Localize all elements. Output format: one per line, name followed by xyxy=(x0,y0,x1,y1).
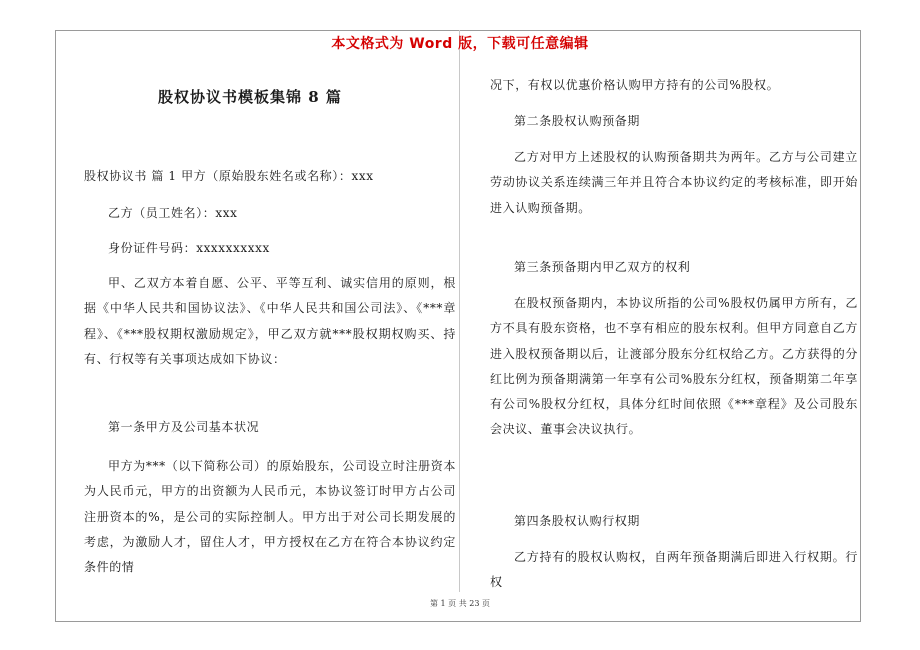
article-1-heading: 第一条甲方及公司基本状况 xyxy=(108,420,260,434)
article-1-paragraph: 甲方为***（以下简称公司）的原始股东，公司设立时注册资本为人民币元，甲方的出资额为人民币元，本协议签订时甲方占公司注册资本的%，是公司的实际控制人。甲方出于对公司长期发展的考虑，为激励人才，留住人才，甲方授权在乙方在符合本协议约定条件的情 xyxy=(84,459,456,575)
article-3-heading: 第三条预备期内甲乙双方的权利 xyxy=(514,260,691,274)
party-b-line: 乙方（员工姓名）：xxx xyxy=(108,206,238,220)
format-banner: 本文格式为 Word 版，下载可任意编辑 xyxy=(331,36,589,52)
page-number: 第 1 页 共 23 页 xyxy=(430,599,490,608)
id-number-line: 身份证件号码：xxxxxxxxxx xyxy=(108,241,270,255)
preamble-paragraph: 甲、乙双方本着自愿、公平、平等互利、诚实信用的原则，根据《中华人民共和国协议法》、《中华人民共和国公司法》、《***章程》、《***股权期权激励规定》，甲乙双方就***股权期权购买、持有、行权等有关事项达成如下协议： xyxy=(84,276,456,366)
article-2-paragraph: 乙方对甲方上述股权的认购预备期共为两年。乙方与公司建立劳动协议关系连续满三年并且符合本协议约定的考核标准，即开始进入认购预备期。 xyxy=(490,150,858,215)
article-2-heading: 第二条股权认购预备期 xyxy=(514,114,641,128)
column-divider xyxy=(459,30,460,592)
article-3-paragraph: 在股权预备期内，本协议所指的公司%股权仍属甲方所有，乙方不具有股东资格，也不享有相应的股东权利。但甲方同意自乙方进入股权预备期以后，让渡部分股东分红权给乙方。乙方获得的分红比例为预备期满第一年享有公司%股东分红权，预备期第二年享有公司%股权分红权，具体分红时间依照《***章程》及公司股东会决议、董事会决议执行。 xyxy=(490,296,858,437)
document-title: 股权协议书模板集锦 8 篇 xyxy=(158,88,342,106)
party-a-line: 股权协议书 篇 1 甲方（原始股东姓名或名称）：xxx xyxy=(84,169,374,183)
article-4-paragraph: 乙方持有的股权认购权，自两年预备期满后即进入行权期。行权 xyxy=(490,550,858,590)
article-4-heading: 第四条股权认购行权期 xyxy=(514,514,641,528)
article-1-continuation: 况下，有权以优惠价格认购甲方持有的公司%股权。 xyxy=(490,78,780,92)
